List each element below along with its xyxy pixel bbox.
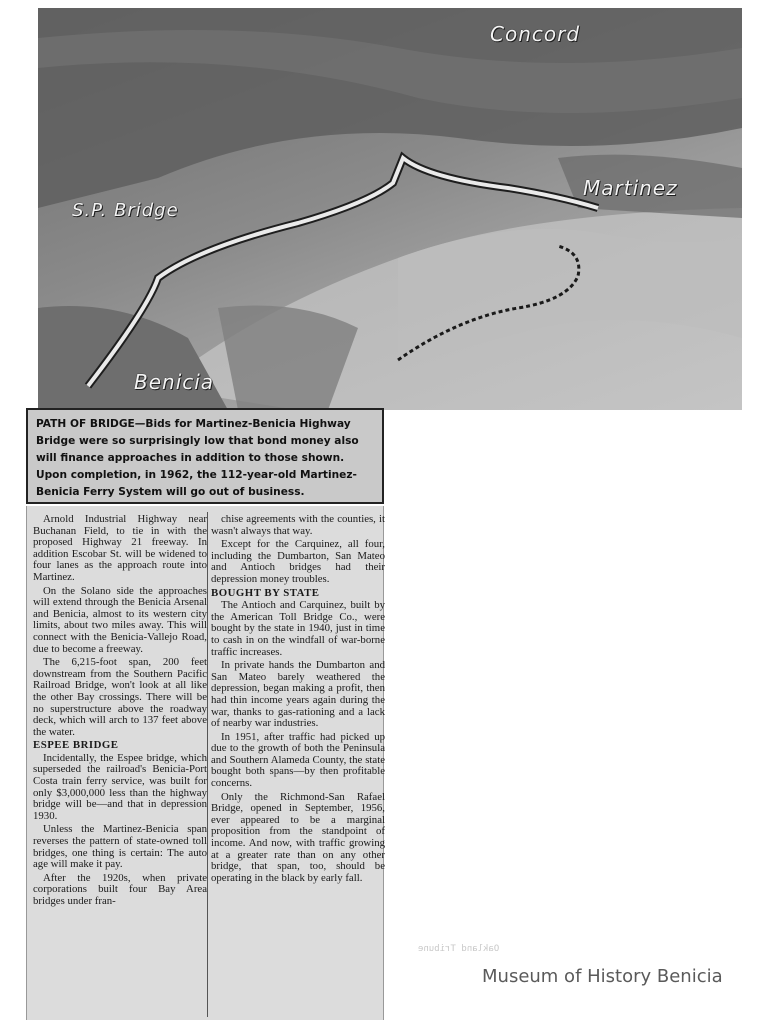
article-paragraph: Unless the Martinez-Benicia span reverses the pattern of state-owned toll bridges, one thing is certain: The auto age will make it pay. [33,823,207,871]
section-heading: ESPEE BRIDGE [33,739,119,752]
article-paragraph: chise agreements with the counties, it wasn't always that way. [211,513,385,537]
article-paragraph: On the Solano side the approaches will extend through the Benicia Arsenal and Benicia, almost to its western city limits, about two miles away. This will connect with the Benicia-Vallejo Road, due to become a freeway. [33,584,207,655]
article-body [26,506,384,1020]
photo-caption [26,408,384,504]
article-paragraph: Incidentally, the Espee bridge, which superseded the railroad's Benicia-Port Costa train ferry service, was built for only $3,000,000 less than the highway bridge will be—and that in depression 1930. [33,751,207,822]
article-paragraph: Only the Richmond-San Rafael Bridge, opened in September, 1956, ever appeared to be a marginal proposition from the standpoint of income. And now, with traffic growing at a greater rate than on any other bridge, that span, too, should be operating in the black by early fall. [211,790,385,884]
label-concord: Concord [490,22,581,46]
article-paragraph: Except for the Carquinez, all four, including the Dumbarton, San Mateo and Antioch bridges had their depression money troubles. [211,538,385,585]
article-paragraph: In private hands the Dumbarton and San Mateo barely weathered the depression, began making a profit, then had thin income years again during the war, thanks to gas-rationing and a lack of nearby war industries. [211,659,385,730]
caption-text: —Bids for Martinez-Benicia Highway Bridge were so surprisingly low that bond money also will finance approaches in addition to those shown. Upon completion, in 1962, the 112-year-old Martinez-Benicia Ferry System will go out of business. [36,418,359,498]
article-column-right [211,514,385,886]
watermark: Museum of History Benicia [482,966,723,987]
bleed-through-text: Oakland Tribune [418,944,500,954]
article-paragraph: The Antioch and Carquinez, built by the American Toll Bridge Co., were bought by the state in 1940, just in time to cash in on the windfall of war-borne traffic increases. [211,599,385,658]
label-martinez: Martinez [583,176,678,200]
article-column-left [33,514,207,910]
article-paragraph: After the 1920s, when private corporations built four Bay Area bridges under fran- [33,871,207,907]
caption-headline: PATH OF BRIDGE [36,418,135,430]
article-paragraph: In 1951, after traffic had picked up due to the growth of both the Peninsula and Southern Alameda County, the state bought both spans—by then profitable concerns. [211,730,385,790]
section-heading: BOUGHT BY STATE [211,586,320,599]
label-sp-bridge: S.P. Bridge [72,200,179,221]
article-paragraph: Arnold Industrial Highway near Buchanan Field, to tie in with the proposed Highway 21 freeway. In addition Escobar St. will be widened to four lanes as the approach route into Martinez. [33,513,207,583]
column-divider [207,512,208,1017]
aerial-photo [38,8,742,410]
label-benicia: Benicia [134,370,215,394]
article-paragraph: The 6,215-foot span, 200 feet downstream from the Southern Pacific Railroad Bridge, won't look at all like the other Bay crossings. There will be no superstructure above the roadway deck, which will arch to 137 feet above the water. [33,656,207,738]
